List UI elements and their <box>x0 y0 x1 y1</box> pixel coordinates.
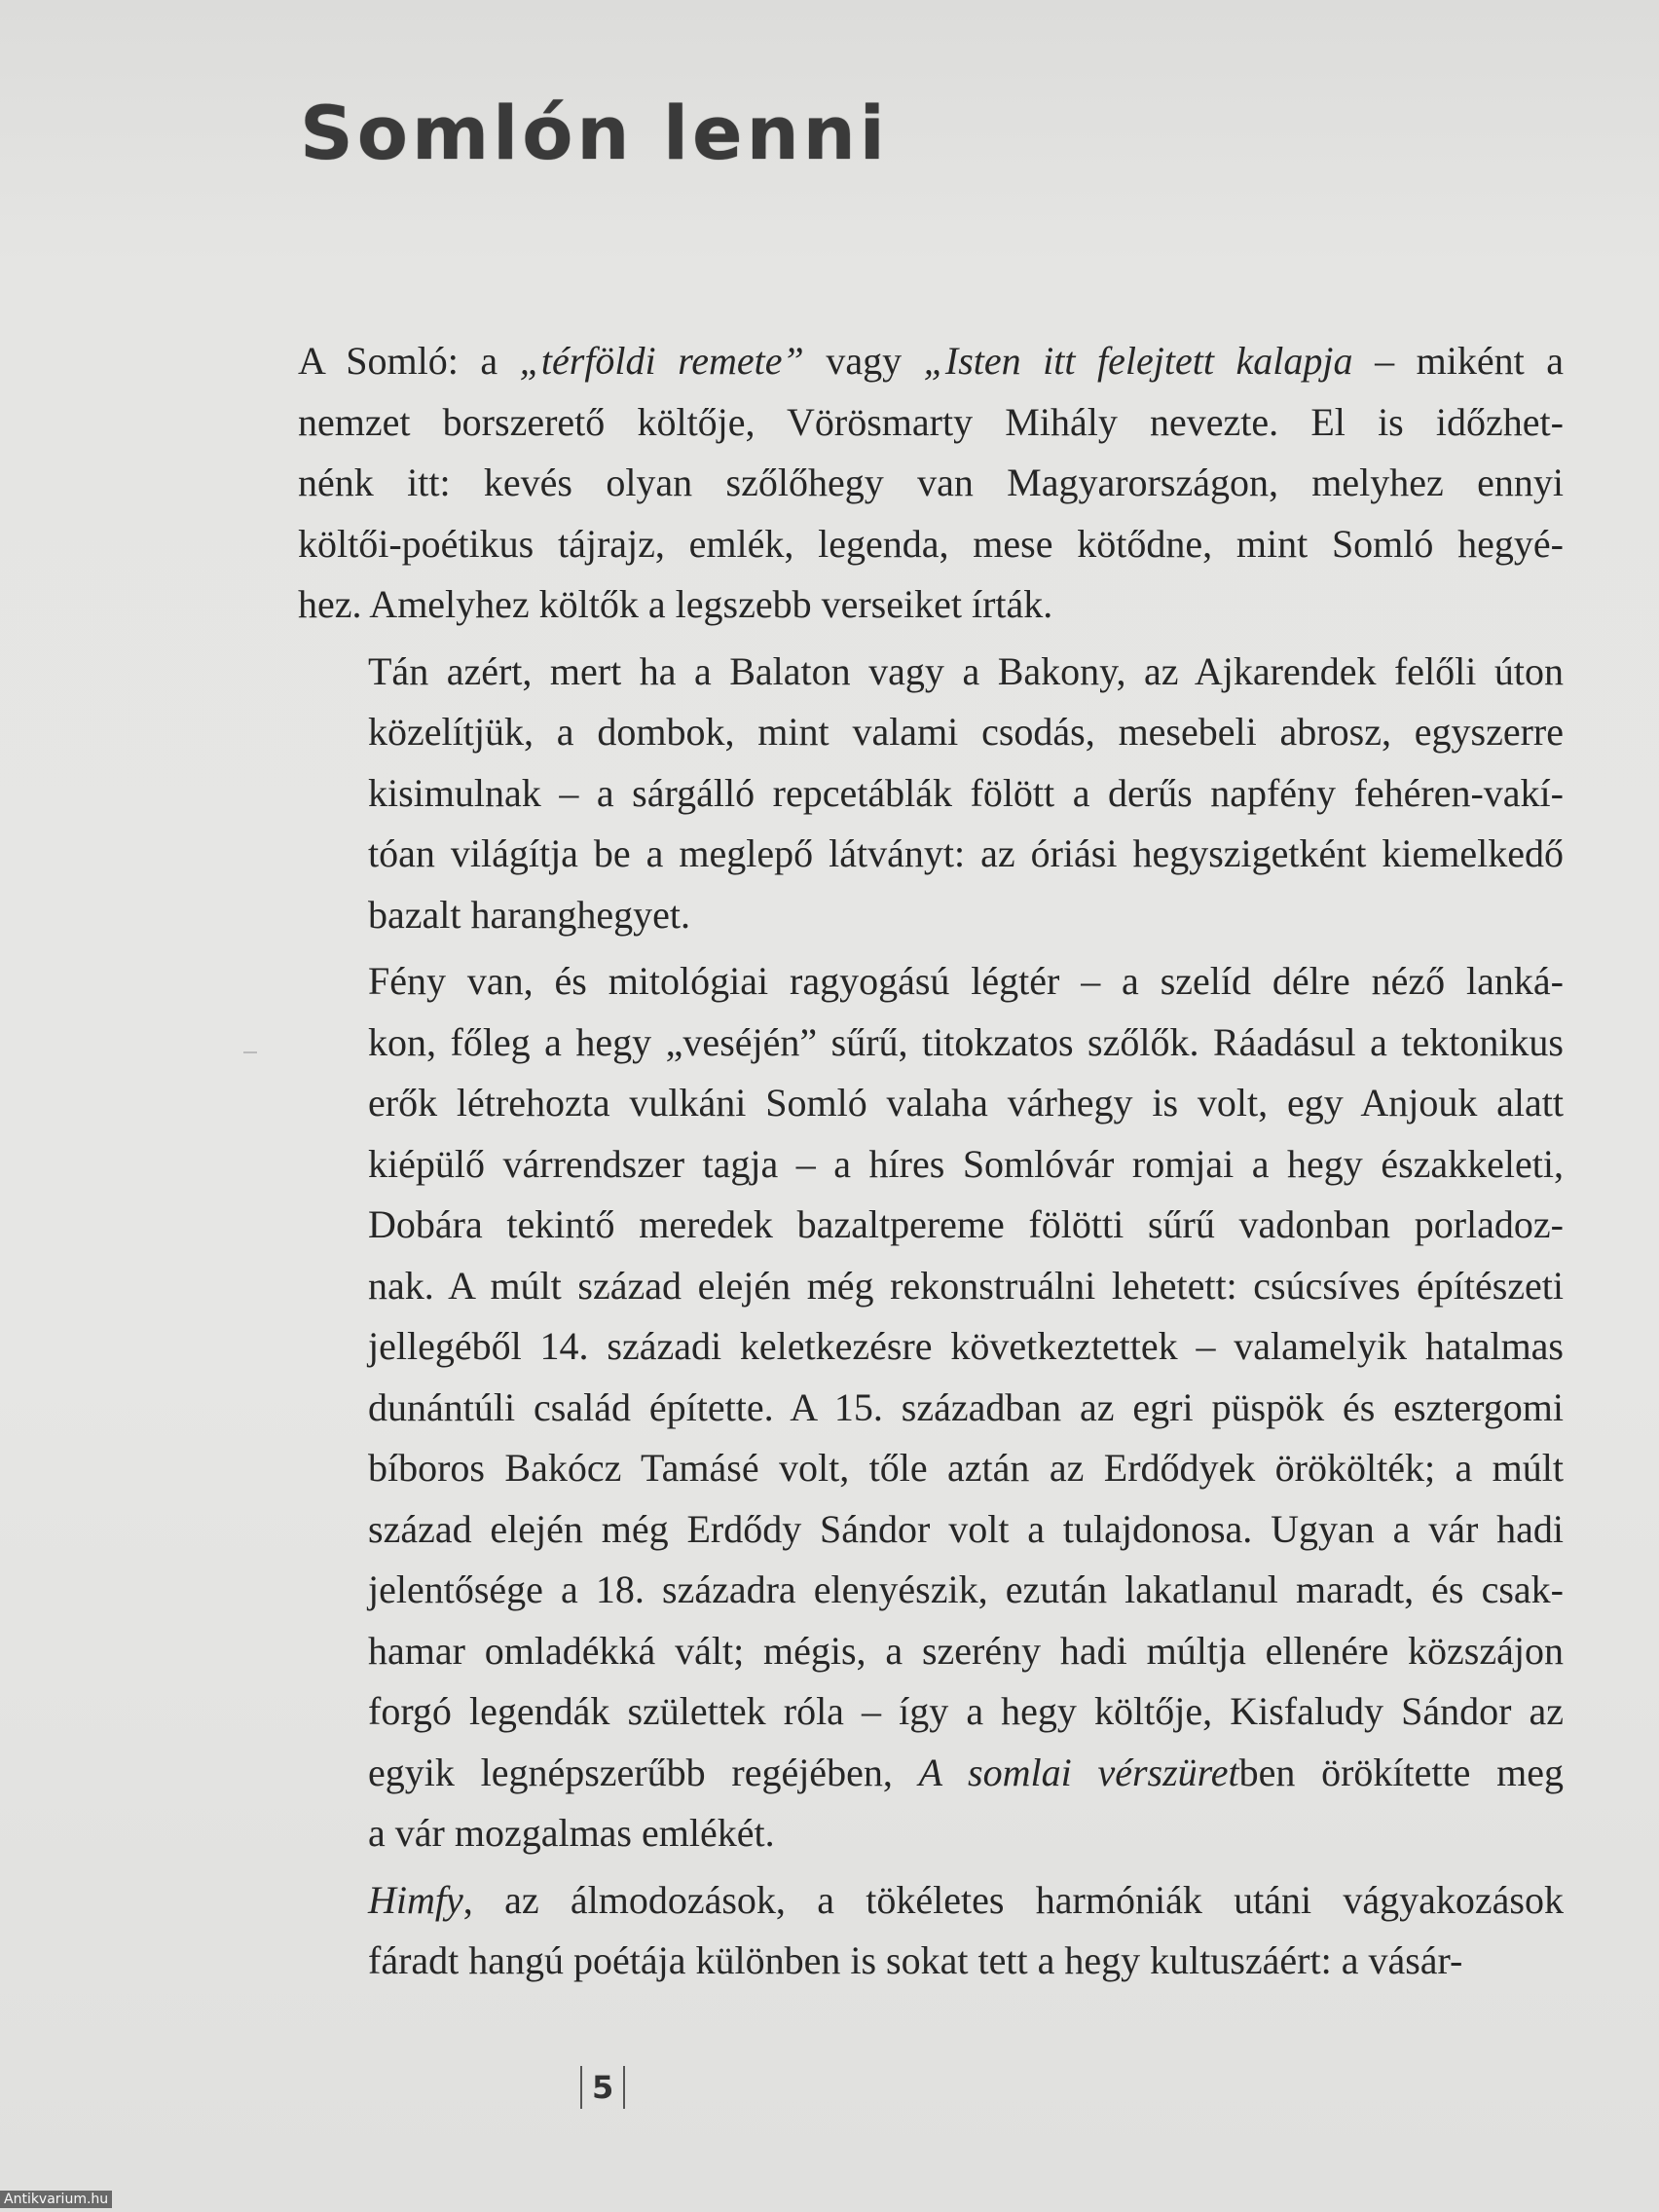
text-line: Himfy, az álmodozások, a tökéletes harmóniák utáni vágyakozások <box>368 1877 1564 1922</box>
text-line: hamar omladékká vált; mégis, a szerény hadi múltja ellenére közszájon <box>368 1628 1564 1673</box>
text-line: egyik legnépszerűbb regéjében, A somlai vérszüretben örökítette meg <box>368 1750 1564 1794</box>
text-line: kon, főleg a hegy „veséjén” sűrű, titokzatos szőlők. Ráadásul a tektonikus <box>368 1019 1564 1064</box>
paragraph <box>298 642 1564 946</box>
text-line: nak. A múlt század elején még rekonstruálni lehetett: csúcsíves építészeti <box>368 1263 1564 1308</box>
text-line: Fény van, és mitológiai ragyogású légtér – a szelíd délre néző lanká- <box>368 959 1564 1003</box>
folio-right-rule <box>623 2066 625 2109</box>
italic-text: „térföldi remete” <box>519 339 804 383</box>
italic-text: „Isten itt felejtett kalapja <box>923 339 1353 383</box>
text-line: nemzet borszerető költője, Vörösmarty Mihály nevezte. El is időzhet- <box>298 399 1564 444</box>
paragraph <box>298 331 1564 636</box>
text-line: század elején még Erdődy Sándor volt a tulajdonosa. Ugyan a vár hadi <box>368 1506 1564 1551</box>
text-line: kiépülő várrendszer tagja – a híres Somlóvár romjai a hegy északkeleti, <box>368 1141 1564 1186</box>
text-line: költői-poétikus tájrajz, emlék, legenda, mese kötődne, mint Somló hegyé- <box>298 521 1564 566</box>
text-line: bazalt haranghegyet. <box>368 892 690 937</box>
page-number-label: 5 <box>592 2069 614 2106</box>
text-line: közelítjük, a dombok, mint valami csodás, mesebeli abrosz, egyszerre <box>368 710 1564 754</box>
text-line: fáradt hangú poétája különben is sokat tett a hegy kultuszáért: a vásár- <box>368 1938 1463 1982</box>
watermark: Antikvarium.hu <box>0 2191 112 2208</box>
text-line: nénk itt: kevés olyan szőlőhegy van Magyarországon, melyhez ennyi <box>298 461 1564 504</box>
page-number <box>580 2064 625 2111</box>
paragraph <box>298 1870 1564 1992</box>
text-line: forgó legendák születtek róla – így a hegy költője, Kisfaludy Sándor az <box>368 1689 1564 1733</box>
chapter-title: Somlón lenni <box>300 90 889 176</box>
italic-text: A somlai vérszüret <box>918 1750 1239 1794</box>
text-line: dunántúli család építette. A 15. században az egri püspök és esztergomi <box>368 1384 1564 1429</box>
italic-text: Himfy <box>368 1877 463 1922</box>
text-line: jellegéből 14. századi keletkezésre következtettek – valamelyik hatalmas <box>368 1324 1564 1368</box>
text-line: kisimulnak – a sárgálló repcetáblák fölött a derűs napfény fehéren-vakí- <box>368 770 1564 815</box>
text-line: erők létrehozta vulkáni Somló valaha várhegy is volt, egy Anjouk alatt <box>368 1081 1564 1124</box>
text-line: bíboros Bakócz Tamásé volt, tőle aztán az Erdődyek örökölték; a múlt <box>368 1446 1564 1490</box>
text-line: Dobára tekintő meredek bazaltpereme fölötti sűrű vadonban porladoz- <box>368 1202 1564 1246</box>
text-line: tóan világítja be a meglepő látványt: az óriási hegyszigetként kiemelkedő <box>368 831 1564 875</box>
text-line: Tán azért, mert ha a Balaton vagy a Bakony, az Ajkarendek felőli úton <box>368 648 1564 693</box>
text-line: a vár mozgalmas emlékét. <box>368 1811 775 1855</box>
text-line: A Somló: a „térföldi remete” vagy „Isten itt felejtett kalapja – miként a <box>298 339 1564 383</box>
body-text <box>298 331 1564 1992</box>
text-line: jelentősége a 18. századra elenyészik, ezután lakatlanul maradt, és csak- <box>368 1567 1564 1611</box>
paragraph <box>298 951 1564 1864</box>
margin-mark <box>243 1051 257 1053</box>
text-line: hez. Amelyhez költők a legszebb verseiket írták. <box>298 582 1053 626</box>
